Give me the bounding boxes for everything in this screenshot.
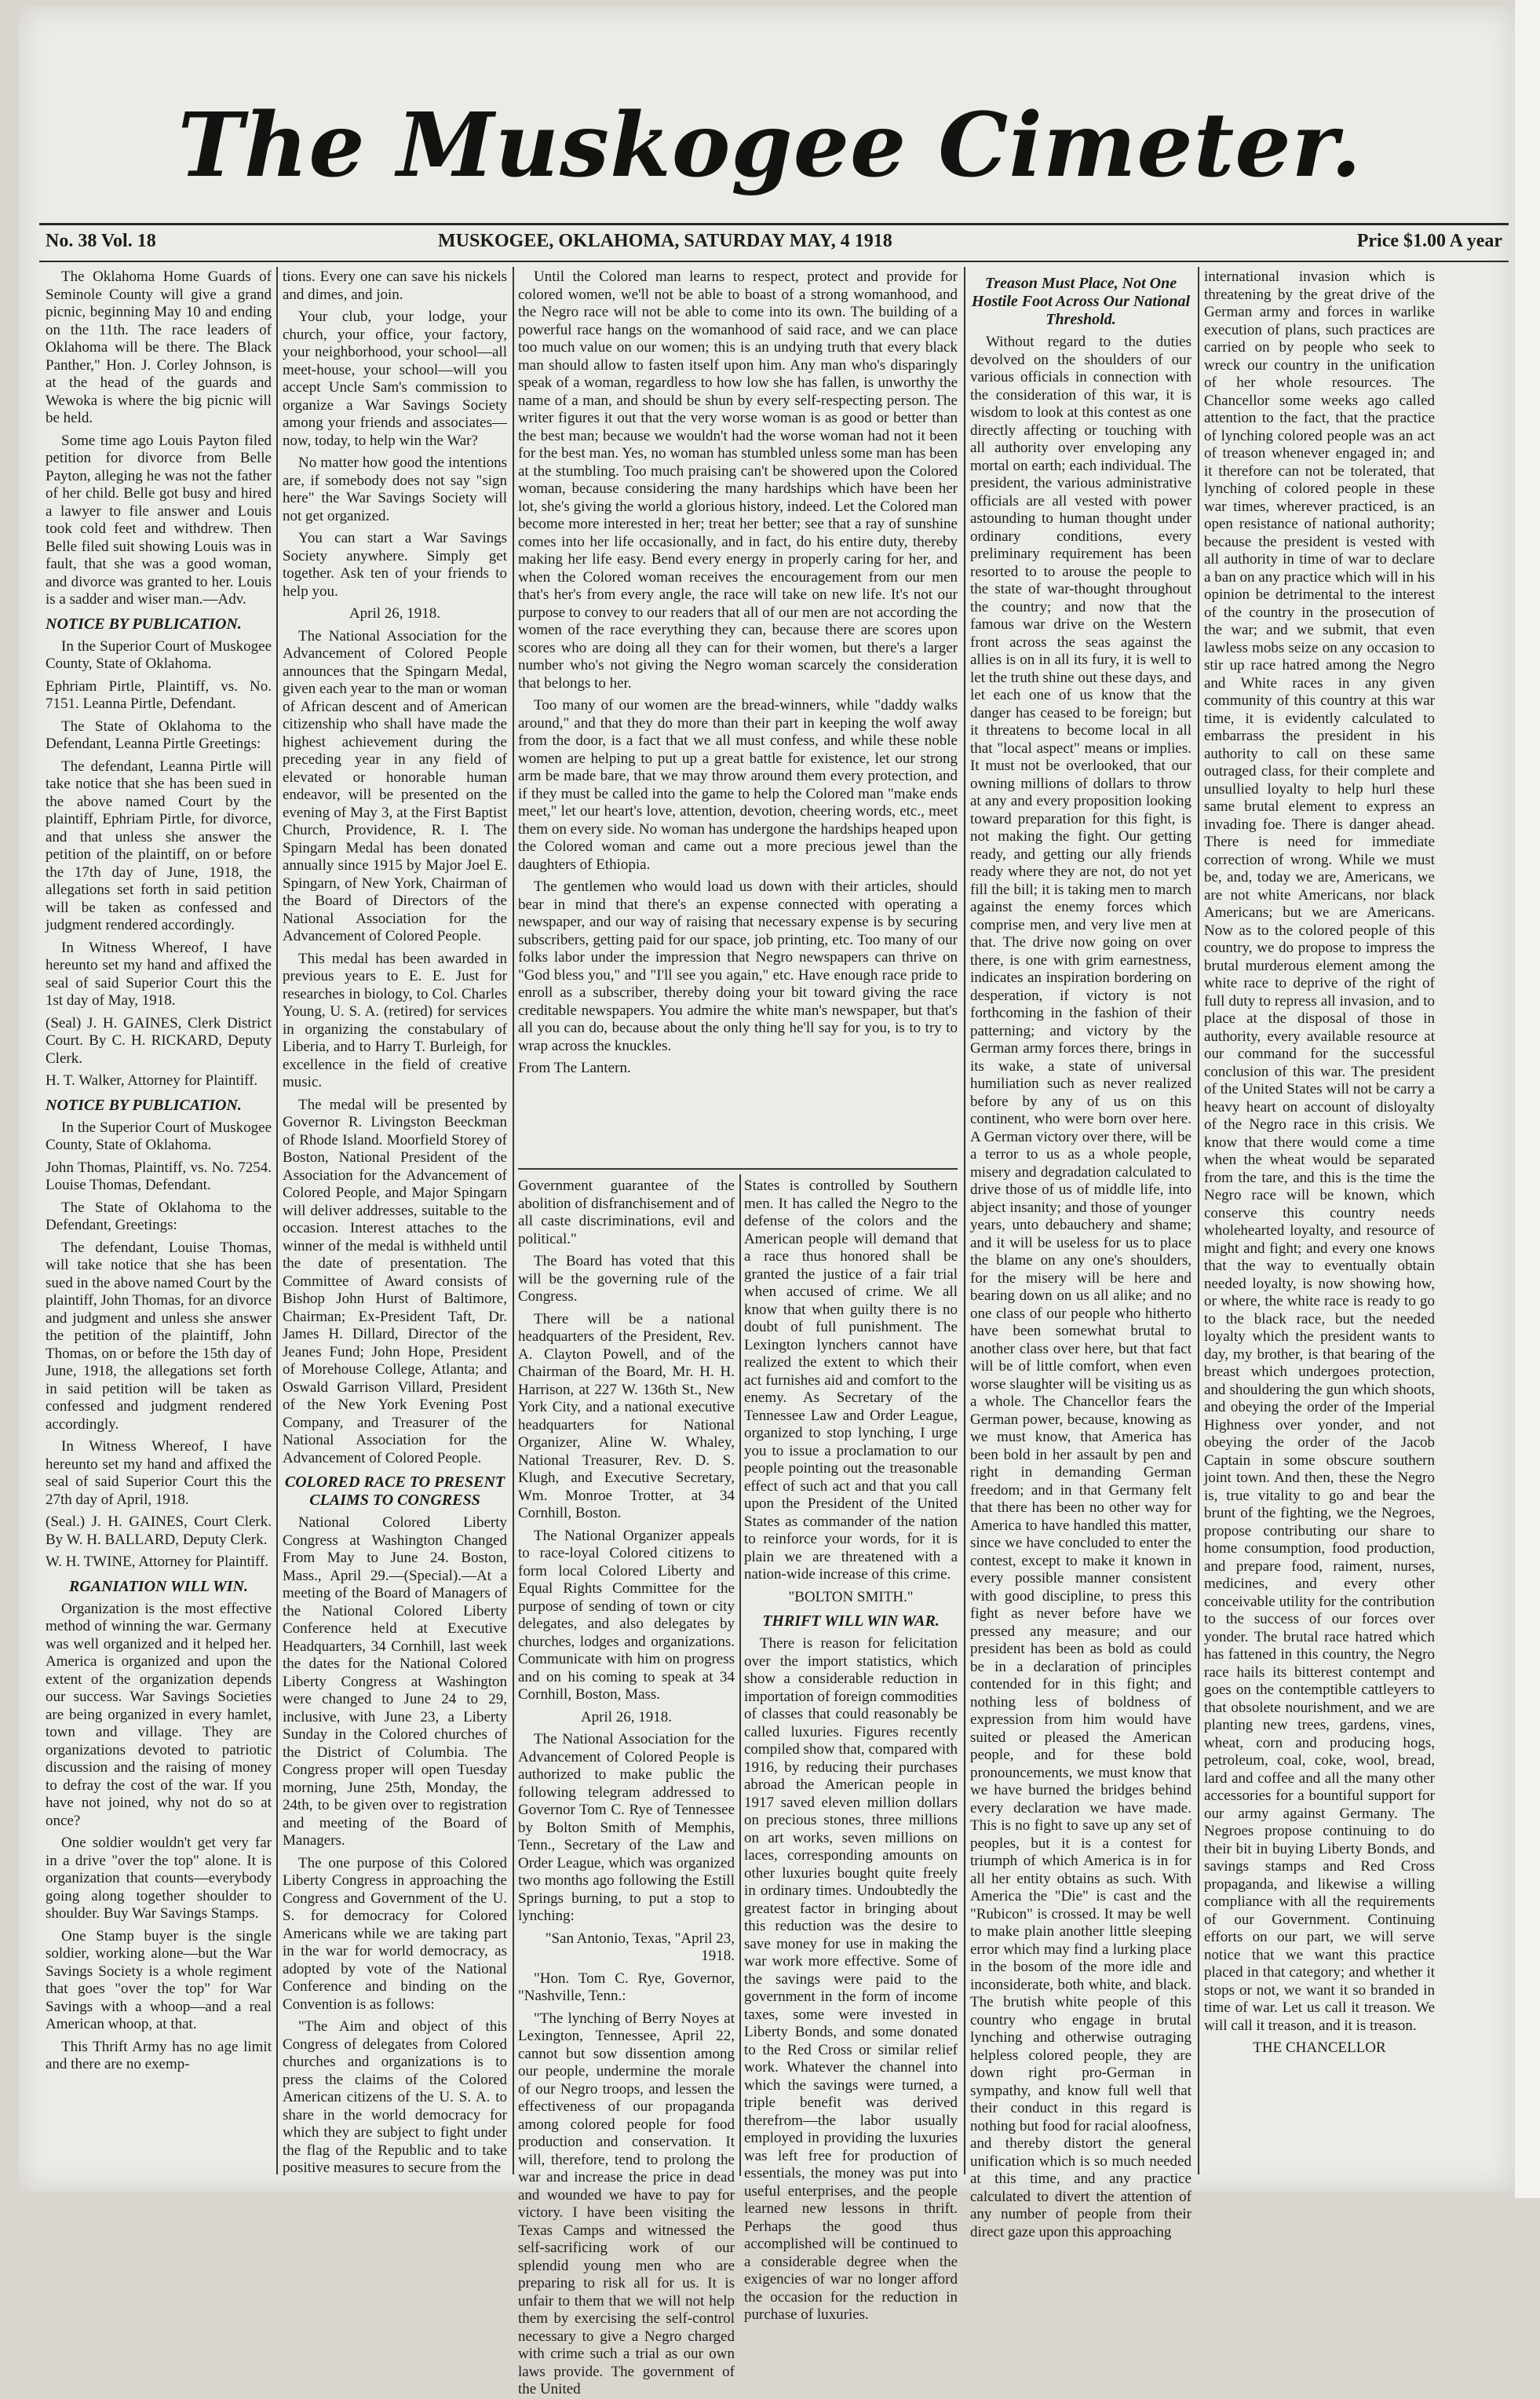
price: Price $1.00 A year <box>1356 231 1502 251</box>
column-rule <box>1198 267 1199 2174</box>
article-divorce: Some time ago Louis Payton filed petition for divorce from Belle Payton, alleging he was not the father of her child. Belle got busy and hired a lawyer to file answer and Louis took cold feet and withdrew. Then Belle filed suit showing Louis was in fault, that she was a good woman, and divorce was granted to her. Louis is a sadder and wiser man.—Adv. <box>46 432 272 608</box>
telegram-signature: "BOLTON SMITH." <box>788 1588 914 1605</box>
article-signature: THE CHANCELLOR <box>1253 2039 1386 2056</box>
dateline-bottom-rule <box>39 261 1509 262</box>
dateline-top-rule <box>39 223 1509 225</box>
article-congress: The one purpose of this Colored Liberty Congress in approaching the Congress and Government of the U. S. for democracy for Colored Americans while we are taking part in the war for world democracy, as adopted by vote of the National Conference and binding on the Convention is as follows: <box>283 1854 507 2013</box>
article-newspapers: The gentlemen who would load us down with their articles, should bear in mind that there's an expense connected with operating a newspaper, and our way of raising that necessary expense is by securing subscribers, getting paid for our space, job printing, etc. Too many of our folks labor under the impression that Negro newspapers can thrive on "God bless you," and "I'll see you again," etc. Have enough race pride to enroll as a subscriber, thereby doing your bit toward giving the race creditable newspapers. You admire the white man's newspaper, but that's all you can do, because about the only thing he'll say for you, is to try to wrap across the knuckles. <box>518 878 958 1054</box>
article-text: Your club, your lodge, your church, your office, your factory, your neighborhood, your school—all meet-house, your school—will you accept Uncle Sam's commission to organize a War Savings Society among your friends and associates—now, today, to help win the War? <box>283 309 507 449</box>
issue-number: No. 38 Vol. 18 <box>46 231 156 251</box>
article-text: You can start a War Savings Society anywhere. Simply get together. Ask ten of your friends to help you. <box>283 530 507 600</box>
article-heading: RGANIATION WILL WIN. <box>68 1577 249 1595</box>
column-rule <box>513 267 514 2174</box>
article-text: The National Organizer appeals to race-loyal Colored citizens to form local Colored Liberty and Equal Rights Committee for the purpose of sending of town or city delegates, and also delegates by churches, lodges and organizations. Communicate with him on progress and on his coming to speak at 34 Cornhill, Boston, Mass. <box>518 1527 735 1703</box>
article-text: tions. Every one can save his nickels and dimes, and join. <box>283 268 507 303</box>
column-5 <box>1204 268 1435 2176</box>
section-rule <box>518 1168 958 1170</box>
notice-heading: NOTICE BY PUBLICATION. <box>46 1096 242 1114</box>
notice-attorney: W. H. TWINE, Attorney for Plaintiff. <box>46 1554 269 1570</box>
article-soldier: One soldier wouldn't get very far in a drive "over the top" alone. It is organization that counts—everybody going along together shoulder to shoulder. Buy War Savings Stamps. <box>46 1835 272 1922</box>
article-credit: From The Lantern. <box>518 1060 631 1076</box>
article-text: No matter how good the intentions are, if somebody does not say "sign here" the War Savings Society will not get organized. <box>283 455 507 524</box>
article-organization: Organization is the most effective method of winning the war. Germany was well organized and it helped her. America is organized and upon the extent of the organization depends our success. War Savings Societies are being organized in every hamlet, town and village. They are organizations devoted to patriotic discussion and the raising of money to defray the cost of the war. If you have not joined, why not do so at once? <box>46 1600 272 1829</box>
notice-parties: Ephriam Pirtle, Plaintiff, vs. No. 7151. Leanna Pirtle, Defendant. <box>46 677 272 712</box>
column-4 <box>970 268 1191 2240</box>
notice-court: In the Superior Court of Muskogee County, State of Oklahoma. <box>46 637 272 672</box>
notice-parties: John Thomas, Plaintiff, vs. No. 7254. Louise Thomas, Defendant. <box>46 1159 272 1193</box>
column-rule <box>276 267 278 2174</box>
article-spingarn: The National Association for the Advancement of Colored People announces that the Spingarn Medal, given each year to the man or woman of African descent and of American citizenship who shall have made the highest achievement during the preceding year in any field of elevated or honorable human endeavor, will be presented on the evening of May 3, at the First Baptist Church, Providence, R. I. The Spingarn Medal has been donated annually since 1915 by Major Joel E. Spingarn, of New York, Chairman of the Board of Directors of the National Association for the Advancement of Colored People. <box>283 627 507 944</box>
notice-body: The defendant, Leanna Pirtle will take notice that she has been sued in the above named Court by the plaintiff, Ephriam Pirtle, for divorce, and that unless she answer the petition of the plaintiff, on or before the 17th day of June, 1918, the allegations set forth in said petition will be taken as confessed and judgment rendered accordingly. <box>46 758 272 933</box>
article-congress: National Colored Liberty Congress at Washington Changed From May to June 24. Boston, Mass., April 29.—(Special).—At a meeting of the Board of Managers of the National Colored Liberty Conference held at Executive Headquarters, 34 Cornhill, last week the dates for the National Colored Liberty Congress at Washington were changed to June 24 to 29, inclusive, with June 23, a Liberty Sunday in the Colored churches of the District of Columbia. The Congress proper will open Tuesday morning, June 25th, Monday, the 24th, to be given over to registration and meeting of the Board of Managers. <box>283 1514 507 1849</box>
telegram-origin: "San Antonio, Texas, "April 23, 1918. <box>545 1930 735 1964</box>
notice-court: In the Superior Court of Muskogee County, State of Oklahoma. <box>46 1119 272 1153</box>
article-heading: THRIFT WILL WIN WAR. <box>762 1612 940 1630</box>
article-heading: Treason Must Place, Not One Hostile Foot Across Our National Threshold. <box>971 275 1191 328</box>
notice-witness: In Witness Whereof, I have hereunto set my hand and affixed the seal of said Superior Court this the 1st day of May, 1918. <box>46 939 272 1009</box>
article-telegram: The National Association for the Advancement of Colored People is authorized to make public the following telegram addressed to Governor Tom C. Rye of Tennessee by Bolton Smith of Memphis, Tenn., Secretary of the Law and Order League, which was organized two months ago following the Estill Springs burning, to put a stop to lynching: <box>518 1731 735 1924</box>
page-edge <box>1515 0 1540 2198</box>
notice-signature: (Seal) J. H. GAINES, Clerk District Court. By C. H. RICKARD, Deputy Clerk. <box>46 1014 272 1067</box>
column-1 <box>46 268 272 2176</box>
place-date: MUSKOGEE, OKLAHOMA, SATURDAY MAY, 4 1918 <box>438 231 892 251</box>
article-thrift-war: There is reason for felicitation over the import statistics, which show a considerable reduction in importation of foreign commodities of classes that could reasonably be called luxuries. Figures recently compiled show that, compared with 1916, by reducing their purchases abroad the American people in 1917 saved eleven million dollars on precious stones, three millions on art works, seven millions on laces, corresponding amounts on other luxuries bought quite freely in ordinary times. Undoubtedly the greatest factor in bringing about this reduction was the desire to save money for use in making the war work more effective. Some of the savings were paid to the government in the form of income taxes, some were invested in Liberty Bonds, and some donated to the Red Cross or similar relief work. Whatever the channel into which the savings were turned, a triple benefit was derived therefrom—the labor usually employed in providing the luxuries was left free for production of essentials, the money was put into useful enterprises, and the people learned new lessons in thrift. Perhaps the good thus accomplished will be continued to a considerable degree when the exigencies of war no longer afford the occasion for the reduction in purchase of luxuries. <box>744 1635 958 2323</box>
notice-attorney: H. T. Walker, Attorney for Plaintiff. <box>46 1072 258 1089</box>
article-date: April 26, 1918. <box>580 1708 673 1725</box>
article-treason: international invasion which is threatening by the great drive of the German army and forces in warlike execution of plans, such practices are carried on by people who seek to wreck our country in the unification of her whole resources. The Chancellor some weeks ago called attention to the fact, that the practice of lynching colored people was an act of treason whenever engaged in; and it therefore can not be tolerated, that lynching of colored people in these war times, wherever practiced, is an open resistance of national authority; because the president is vested with all authority in time of war to declare a ban on any practice which will in his opinion be detrimental to the interest of the country in the prosecution of the war; and we submit, that even lawless mobs seize on any occasion to stir up race hatred among the Negro and White races in any given community of this country at this war time, it is evidently calculated to embarrass the president in his authority to call on these same outraged class, for their complete and unsullied loyalty to help hurl these same brutal element to express an invading foe. There is danger ahead. There is need for immediate correction of wrong. While we must be, and, today we are, Americans, we are not white Americans, nor black Americans; but we are Americans. Now as to the colored people of this country, we do propose to impress the brutal murderous element among the white race to deprive of the right of full duty to repress all invasion, and to place at the disposal of those in authority, every available resource at our command for the successful conclusion of this war. The president of the United States will not be carry a heavy heart on account of disloyalty of the Negro race in this crisis. We know that there would come a time when the wheat would be separated from the tare, and this is the time the Negro race will be known, which conserve this country needs wholehearted loyalty, and resource of might and fight; and every one knows that the way to eventually obtain needed loyalty, is now showing how, or where, the white race is ready to go to the black race, but the needed loyalty which the president wants to day, my brother, is that bearing of the breast which undergoes protection, and shouldering the gun which shoots, and obeying the order of the Imperial Highness over yonder, and not obeying the order of the Jacob Captain in some obscure southern joint town. And then, these the Negro is, true vitality to go and bear the brunt of the fighting, we the Negroes, propose contributing our share to home consumption, food production, and prepare food, raiment, nurses, medicines, and every other conceivable utility for the contribution to the success of our forces over yonder. The brutal race hatred which has fattened in this country, the Negro race hails its bitterest contempt and goes on the contemptible cattleyers to that obsolete nourishment, and we are planting new trees, gardens, vines, wheat, corn and producing hogs, petroleum, coal, coke, wool, bread, lard and coffee and all the many other accessories for a bountiful support for our army against Germany. The Negroes propose continuing to do their bit in buying Liberty Bonds, and savings stamps and Red Cross propaganda, and likewise a willing compliance with all the requirements of our Government. Continuing efforts on our part, we will serve notice that we want this practice placed in that category; and whether it stops or not, we want it so branded in time of war. Let us call it treason. We will call it treason, and it is treason. <box>1204 268 1435 2034</box>
article-treason: Without regard to the duties devolved on the shoulders of our various officials in connection with the consideration of this war, it is wisdom to look at this contest as one directly affecting or touching with all authority over enveloping any mortal on earth; each individual. The president, the various administrative officials are all vested with power astounding to human thought under ordinary conditions, every preliminary requirement has been resorted to to arouse the people to the state of war-thought throughout the country; and now that the famous war drive on the Western front across the seas against the allies is on in all its fury, it is well to let the truth shine out these days, and let each one of us know that the danger has ceased to be foreign; but it threatens to become local in all that "local aspect" means or implies. It must not be overlooked, that our owning millions of dollars to throw at any and every proposition looking toward preparation for this fight, is not making the fight. Our getting ready, and getting our ally friends ready where they are not, do not yet fill the bill; it is taking men to march against the enemy forces which comprise men, and very live men at that. The drive now going on over there, is one with grim earnestness, indicates an inspiration bordering on desperation, if victory is not forthcoming in the fashion of their patterning; and victory by the German army forces there, brings in its wake, a state of universal humiliation such as never realized before by any of us on this continent, who were born over here. A German victory over there, will be a terror to us as a whole people, misery and degradation calculated to drive those of us of middle life, into abject insanity; and those of younger years, unto debauchery and shame; and it will be useless for us to place the blame on any one's shoulders, for the misery will be here and bearing down on us all alike; and no one class of our people who hitherto have been somewhat brutal to another class over here, but that fact will be of little comfort, when even worse slaughter will be visiting us as a whole. The Chancellor fears the German power, because, knowing as we must know, that America has been bold in her assault by pen and right in demanding German freedom; and in that Germany felt that there has been no other way for America to have handled this matter, since we have concluded to enter the contest, except to make it known in every possible manner consistent with good discipline, to press this fight as never before have we pressed any measure; and our president has been as bold as could be in a declaration of principles contended for in this fight; and nothing less of boldness of expression from him would have suited or pleased the American people, and for these bold pronouncements, we must know that we have burned the bridges behind every declaration we have made. This is no fight to save up any set of peoples, but it is a contest for triumph of which America is in for all her entity obtains as such. With America the "Die" is cast and the "Rubicon" is crossed. It may be well to make plain another little sleeping error which may find a lurking place in the bosom of the more idle and inconsiderate, both white, and black. The brutish white people of this country who engage in brutal lynching and otherwise outraging helpless colored people, they are down right pro-German in sympathy, and know full well that their conduct in this regard is nothing but food for racial aloofness, and thereby distort the general unification which is so much needed at this time, and any practice calculated to divert the attention of any number of people from their direct gaze upon this approaching <box>970 334 1191 2240</box>
notice-signature: (Seal.) J. H. GAINES, Court Clerk. By W. H. BALLARD, Deputy Clerk. <box>46 1514 272 1548</box>
notice-witness: In Witness Whereof, I have hereunto set my hand and affixed the seal of said Superior Court this the 27th day of April, 1918. <box>46 1438 272 1508</box>
dateline <box>46 231 1502 257</box>
article-text: There will be a national headquarters of the President, Rev. A. Clayton Powell, and of the Chairman of the Board, Mr. H. H. Harrison, at 227 W. 136th St., New York City, and a national executive headquarters for National Organizer, Aline W. Whaley, National Treasurer, Rev. D. S. Klugh, and Executive Secretary, Wm. Monroe Trotter, at 34 Cornhill, Boston. <box>518 1310 735 1521</box>
article-date: April 26, 1918. <box>349 605 441 622</box>
article-heading: COLORED RACE TO PRESENT CLAIMS TO CONGRESS <box>284 1473 505 1509</box>
column-3-left <box>518 1178 735 2397</box>
column-3-right <box>744 1178 958 2323</box>
article-text: The Board has voted that this will be the governing rule of the Congress. <box>518 1253 735 1305</box>
article-text: Government guarantee of the abolition of disfranchisement and of all caste discriminations, evil and political." <box>518 1178 735 1247</box>
article-stamp: One Stamp buyer is the single soldier, working alone—but the War Savings Society is a whole regiment that goes "over the top" for War Savings with a whoop—and a real American whoop, at that. <box>46 1927 272 2032</box>
telegram-address: "Hon. Tom C. Rye, Governor, "Nashville, Tenn.: <box>518 1970 735 2004</box>
notice-heading: NOTICE BY PUBLICATION. <box>46 615 242 633</box>
article-telegram: States is controlled by Southern men. It has called the Negro to the defense of the colors and the American people will demand that a race thus honored shall be granted the justice of a fair trial when accused of crime. We all know that when guilty there is no doubt of full punishment. The Lexington lynchers cannot have realized the extent to which their act furnishes aid and comfort to the enemy. As Secretary of the Tennessee Law and Order League, organized to stop lynching, I urge you to issue a proclamation to our people pointing out the treasonable effect of such act and that you call upon the President of the United States as commander of the nation to reinforce your words, for it is plain we are threatened with a nation-wide increase of this crime. <box>744 1178 958 1583</box>
notice-body: The defendant, Louise Thomas, will take notice that she has been sued in the above named Court by the plaintiff, John Thomas, for an divorce and judgment and unless she answer the petition of the plaintiff, John Thomas, on or before the 15th day of June, 1918, the allegations set forth in said petition will be taken as confessed and judgment rendered accordingly. <box>46 1239 272 1433</box>
article-women: Too many of our women are the bread-winners, while "daddy walks around," and that they do more than their part in keeping the wolf away from the door, is a fact that we all must confess, and while these noble women are helping to put up a great battle for existence, let our strong arm be made bare, that we may throw around them every protection, and if they must be called into the game to help the Colored man "make ends meet," let our heart's love, attention, devotion, cheering words, etc., meet them on every side. No woman has undergone the hardships heaped upon the Colored woman and came out a more precious jewel than the daughters of Ethiopia. <box>518 697 958 873</box>
article-picnic: The Oklahoma Home Guards of Seminole County will give a grand picnic, beginning May 10 and ending on the 11th. The race leaders of Oklahoma will be there. The Black Panther," Hon. J. Corley Johnson, is at the head of the guards and Wewoka is where the big picnic will be held. <box>46 268 272 426</box>
notice-state: The State of Oklahoma to the Defendant, Greetings: <box>46 1199 272 1233</box>
masthead-title: The Muskogee Cimeter. <box>177 94 1363 197</box>
article-thrift: This Thrift Army has no age limit and there are no exemp- <box>46 2038 272 2072</box>
column-2 <box>283 268 507 2176</box>
column-3-top <box>518 268 958 1162</box>
article-telegram: "The lynching of Berry Noyes at Lexington, Tennessee, April 22, cannot but sow dissention among our people, undermine the morale of our Negro troops, and lessen the effectiveness of our propaganda among colored people for food production and conservation. It will, therefore, tend to prolong the war and increase the price in dead and wounded we have to pay for victory. I have been visiting the Texas Camps and witnessed the self-sacrificing work of our splendid young men who are preparing to risk all for us. It is unfair to them that we will not help them by exercising the self-control necessary to give a Negro charged with crime such a trial as our own laws provide. The government of the United <box>518 2010 735 2397</box>
column-rule <box>964 267 965 2174</box>
article-spingarn: This medal has been awarded in previous years to E. E. Just for researches in biology, to Col. Charles Young, U. S. A. (retired) for services in organizing the constabulary of Liberia, and to Harry T. Burleigh, for excellence in the field of creative music. <box>283 950 507 1090</box>
article-spingarn: The medal will be presented by Governor R. Livingston Beeckman of Rhode Island. Moorfield Storey of Boston, National President of the Association for the Advancement of Colored People, and Major Spingarn will deliver addresses, suitable to the occasion. Interest attaches to the winner of the medal is withheld until the date of presentation. The Committee of Award consists of Bishop John Hurst of Baltimore, Chairman; Ex-President Taft, Dr. James H. Dillard, Director of the Jeanes Fund; John Hope, President of Morehouse College, Atlanta; and Oswald Garrison Villard, President of the New York Evening Post Company, and Treasurer of the National Association for the Advancement of Colored People. <box>283 1096 507 1466</box>
column-rule <box>739 1174 741 2176</box>
article-women: Until the Colored man learns to respect, protect and provide for colored women, we'll not be able to boast of a strong womanhood, and the Negro race will not be able to come into its own. The building of a powerful race hangs on the womanhood of said race, and we can place too much value on our women; this is an undying truth that every black man should allow to fasten itself upon him. Any man who's disparingly speak of a woman, regardless to how low she has fallen, is unworthy the name of a man, and should be shun by every self-respecting person. The writer figures it out that the very worse woman is as good or better than the best man; because we wouldn't had the worse woman had not it been for the best man. Yes, no woman has stumbled unless some man has been at the stumbling. Too much praising can't be showered upon the Colored woman, because considering the many hardships which have been her lot, she's giving the world a glorious history, indeed. Let the Colored man become more interested in her; treat her better; see that a ray of sunshine comes into her life occasionally, and in fact, do his entire duty, thereby making her life easy. Bend every energy in properly caring for her, and when the Colored woman receives the encouragement from our men that's her's from every angle, the race will take on new life. It's not our purpose to convey to our readers that all of our men are not according the women of the race everything they can, because there are scores upon scores who are doing all they can for their women, but there's a larger number who's not giving the Negro woman scarcely the consideration that belongs to her. <box>518 268 958 692</box>
notice-state: The State of Oklahoma to the Defendant, Leanna Pirtle Greetings: <box>46 718 272 752</box>
article-congress: "The Aim and object of this Congress of delegates from Colored churches and organizations is to press the claims of the Colored American citizens of the U. S. A. to share in the world democracy for which they are subject to fight under the flag of the Republic and to take positive measures to secure from the <box>283 2018 507 2176</box>
